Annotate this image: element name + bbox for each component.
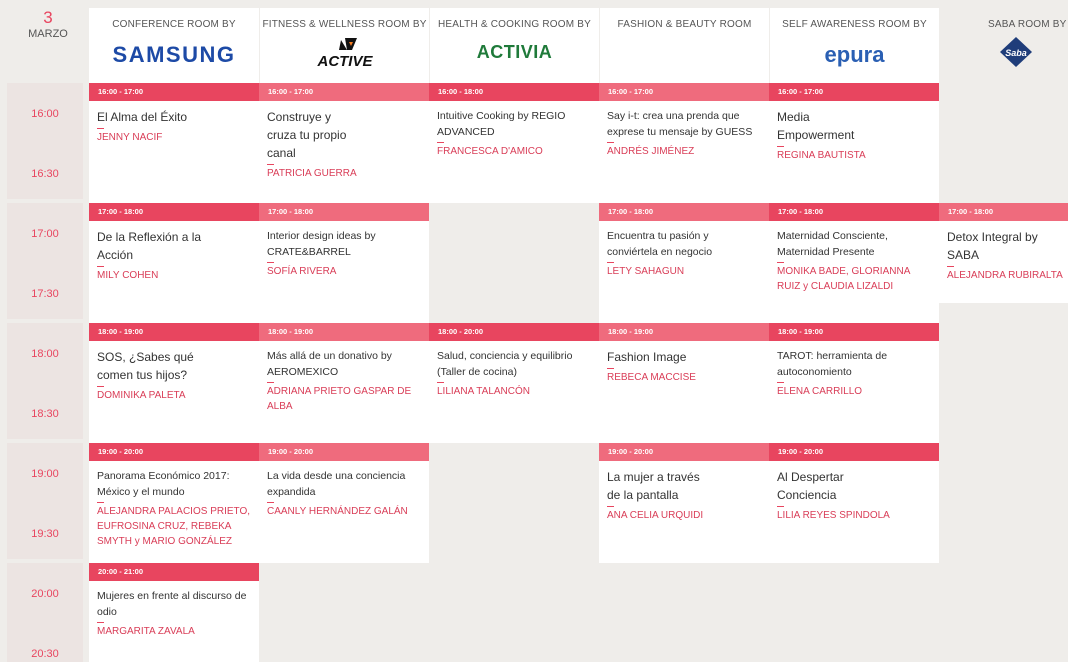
event-time: 16:00 - 17:00 — [769, 83, 939, 101]
event-speaker[interactable]: SOFÍA RIVERA — [267, 266, 337, 277]
event-title: Salud, conciencia y equilibrio (Taller de cocina) — [437, 350, 573, 378]
event-card[interactable] — [939, 203, 1068, 303]
event-time: 17:00 - 18:00 — [769, 203, 939, 221]
epura-logo: epura — [824, 42, 885, 67]
event-title: El Alma del Éxito — [97, 110, 188, 124]
event-time: 18:00 - 19:00 — [89, 323, 259, 341]
event-card[interactable] — [769, 203, 939, 323]
event-speaker[interactable]: LILIA REYES SPINDOLA — [777, 510, 890, 521]
time-label: 19:00 — [31, 468, 59, 480]
room-name: FASHION & BEAUTY ROOM — [617, 19, 752, 30]
event-title: Say i-t: crea una prenda que exprese tu mensaje by GUESS — [607, 110, 753, 138]
event-speaker[interactable]: ALEJANDRA RUBIRALTA — [947, 270, 1063, 281]
date-label — [0, 8, 96, 40]
event-speaker[interactable]: LILIANA TALANCÓN — [437, 386, 530, 397]
event-title: Intuitive Cooking by REGIO ADVANCED — [437, 110, 566, 138]
event-speaker[interactable]: ANDRÉS JIMÉNEZ — [607, 146, 695, 157]
event-speaker[interactable]: ELENA CARRILLO — [777, 386, 863, 397]
event-speaker[interactable]: FRANCESCA D'AMICO — [437, 146, 543, 157]
time-slot-20 — [7, 563, 83, 662]
event-speaker[interactable]: ANA CELIA URQUIDI — [607, 510, 704, 521]
event-card[interactable] — [599, 443, 769, 563]
event-title: De la Reflexión a la Acción — [97, 230, 202, 262]
event-card[interactable] — [599, 203, 769, 323]
event-time: 17:00 - 18:00 — [939, 203, 1068, 221]
svg-text:ACTIVE: ACTIVE — [316, 53, 373, 70]
event-card[interactable] — [89, 443, 259, 563]
event-title: Al Despertar Conciencia — [777, 470, 844, 502]
event-time: 16:00 - 17:00 — [259, 83, 429, 101]
event-title: La vida desde una conciencia expandida — [267, 470, 406, 498]
event-title: Media Empowerment — [777, 110, 855, 142]
event-card[interactable] — [429, 323, 599, 443]
event-time: 16:00 - 18:00 — [429, 83, 599, 101]
date-day: 3 — [43, 8, 53, 27]
room-name: CONFERENCE ROOM BY — [112, 19, 236, 30]
event-title: Panorama Económico 2017: México y el mundo — [97, 470, 230, 498]
event-time: 17:00 - 18:00 — [89, 203, 259, 221]
event-time: 18:00 - 20:00 — [429, 323, 599, 341]
event-speaker[interactable]: ALEJANDRA PALACIOS PRIETO, EUFROSINA CRUZ, REBEKA SMYTH y MARIO GONZÁLEZ — [97, 506, 251, 547]
gatorade-active-logo — [260, 36, 429, 75]
event-time: 17:00 - 18:00 — [599, 203, 769, 221]
event-speaker[interactable]: REBECA MACCISE — [607, 372, 696, 383]
event-title: TAROT: herramienta de autoconomiento — [777, 350, 888, 378]
room-header-health[interactable] — [430, 8, 599, 83]
event-time: 17:00 - 18:00 — [259, 203, 429, 221]
time-slot-17 — [7, 203, 83, 319]
event-title: Construye y cruza tu propio canal — [267, 110, 347, 160]
time-label: 16:00 — [31, 108, 59, 120]
event-card[interactable] — [599, 83, 769, 203]
event-card[interactable] — [769, 443, 939, 563]
event-speaker[interactable]: MARGARITA ZAVALA — [97, 626, 195, 637]
room-header-self-awareness[interactable] — [770, 8, 939, 83]
event-speaker[interactable]: REGINA BAUTISTA — [777, 150, 866, 161]
event-time: 18:00 - 19:00 — [599, 323, 769, 341]
time-label: 20:00 — [31, 588, 59, 600]
event-card[interactable] — [89, 323, 259, 443]
room-name: SELF AWARENESS ROOM BY — [782, 19, 927, 30]
event-time: 18:00 - 19:00 — [259, 323, 429, 341]
event-time: 19:00 - 20:00 — [259, 443, 429, 461]
event-speaker[interactable]: DOMINIKA PALETA — [97, 390, 186, 401]
time-slot-16 — [7, 83, 83, 199]
event-time: 19:00 - 20:00 — [599, 443, 769, 461]
event-card[interactable] — [259, 443, 429, 563]
event-card[interactable] — [599, 323, 769, 443]
event-speaker[interactable]: MONIKA BADE, GLORIANNA RUIZ y CLAUDIA LIZALDI — [777, 266, 910, 292]
event-title: Fashion Image — [607, 350, 687, 364]
event-title: Mujeres en frente al discurso de odio — [97, 590, 247, 618]
room-header-fitness[interactable] — [260, 8, 429, 83]
time-label: 16:30 — [31, 168, 59, 180]
event-title: Más allá de un donativo by AEROMEXICO — [267, 350, 392, 378]
activia-logo: ACTIVIA — [476, 42, 553, 62]
event-title: Maternidad Consciente, Maternidad Presente — [777, 230, 888, 258]
time-label: 20:30 — [31, 648, 59, 660]
event-title: Interior design ideas by CRATE&BARREL — [267, 230, 376, 258]
event-title: Detox Integral by SABA — [947, 230, 1038, 262]
event-card[interactable] — [259, 83, 429, 203]
event-card[interactable] — [429, 83, 599, 203]
room-header-conference[interactable] — [89, 8, 259, 83]
event-time: 16:00 - 17:00 — [89, 83, 259, 101]
event-title: SOS, ¿Sabes qué comen tus hijos? — [97, 350, 194, 382]
event-time: 19:00 - 20:00 — [769, 443, 939, 461]
event-speaker[interactable]: JENNY NACIF — [97, 132, 163, 143]
room-header-saba[interactable] — [940, 8, 1068, 83]
event-card[interactable] — [259, 203, 429, 323]
time-label: 19:30 — [31, 528, 59, 540]
event-card[interactable] — [769, 83, 939, 203]
event-speaker[interactable]: CAANLY HERNÁNDEZ GALÁN — [267, 506, 408, 517]
time-label: 17:00 — [31, 228, 59, 240]
time-slot-19 — [7, 443, 83, 559]
room-name: SABA ROOM BY — [988, 19, 1067, 30]
event-speaker[interactable]: PATRICIA GUERRA — [267, 168, 357, 179]
room-name: HEALTH & COOKING ROOM BY — [438, 19, 591, 30]
event-card[interactable] — [259, 323, 429, 443]
event-card[interactable] — [89, 83, 259, 203]
event-card[interactable] — [89, 563, 259, 662]
event-time: 18:00 - 19:00 — [769, 323, 939, 341]
event-time: 19:00 - 20:00 — [89, 443, 259, 461]
time-label: 17:30 — [31, 288, 59, 300]
event-card[interactable] — [769, 323, 939, 443]
event-speaker[interactable]: LETY SAHAGUN — [607, 266, 685, 277]
event-time: 16:00 - 17:00 — [599, 83, 769, 101]
event-title: Encuentra tu pasión y conviértela en negocio — [607, 230, 713, 258]
event-title: La mujer a través de la pantalla — [607, 470, 700, 502]
time-slot-18 — [7, 323, 83, 439]
room-header-fashion[interactable] — [600, 8, 769, 83]
saba-logo — [940, 36, 1068, 73]
room-name: FITNESS & WELLNESS ROOM BY — [262, 19, 427, 30]
event-speaker[interactable]: ADRIANA PRIETO GASPAR DE ALBA — [267, 386, 412, 412]
event-time: 20:00 - 21:00 — [89, 563, 259, 581]
time-label: 18:00 — [31, 348, 59, 360]
samsung-logo: SAMSUNG — [112, 42, 236, 67]
svg-text:Saba: Saba — [1005, 48, 1027, 58]
event-card[interactable] — [89, 203, 259, 323]
time-label: 18:30 — [31, 408, 59, 420]
date-month: MARZO — [28, 28, 68, 40]
event-speaker[interactable]: MILY COHEN — [97, 270, 159, 281]
